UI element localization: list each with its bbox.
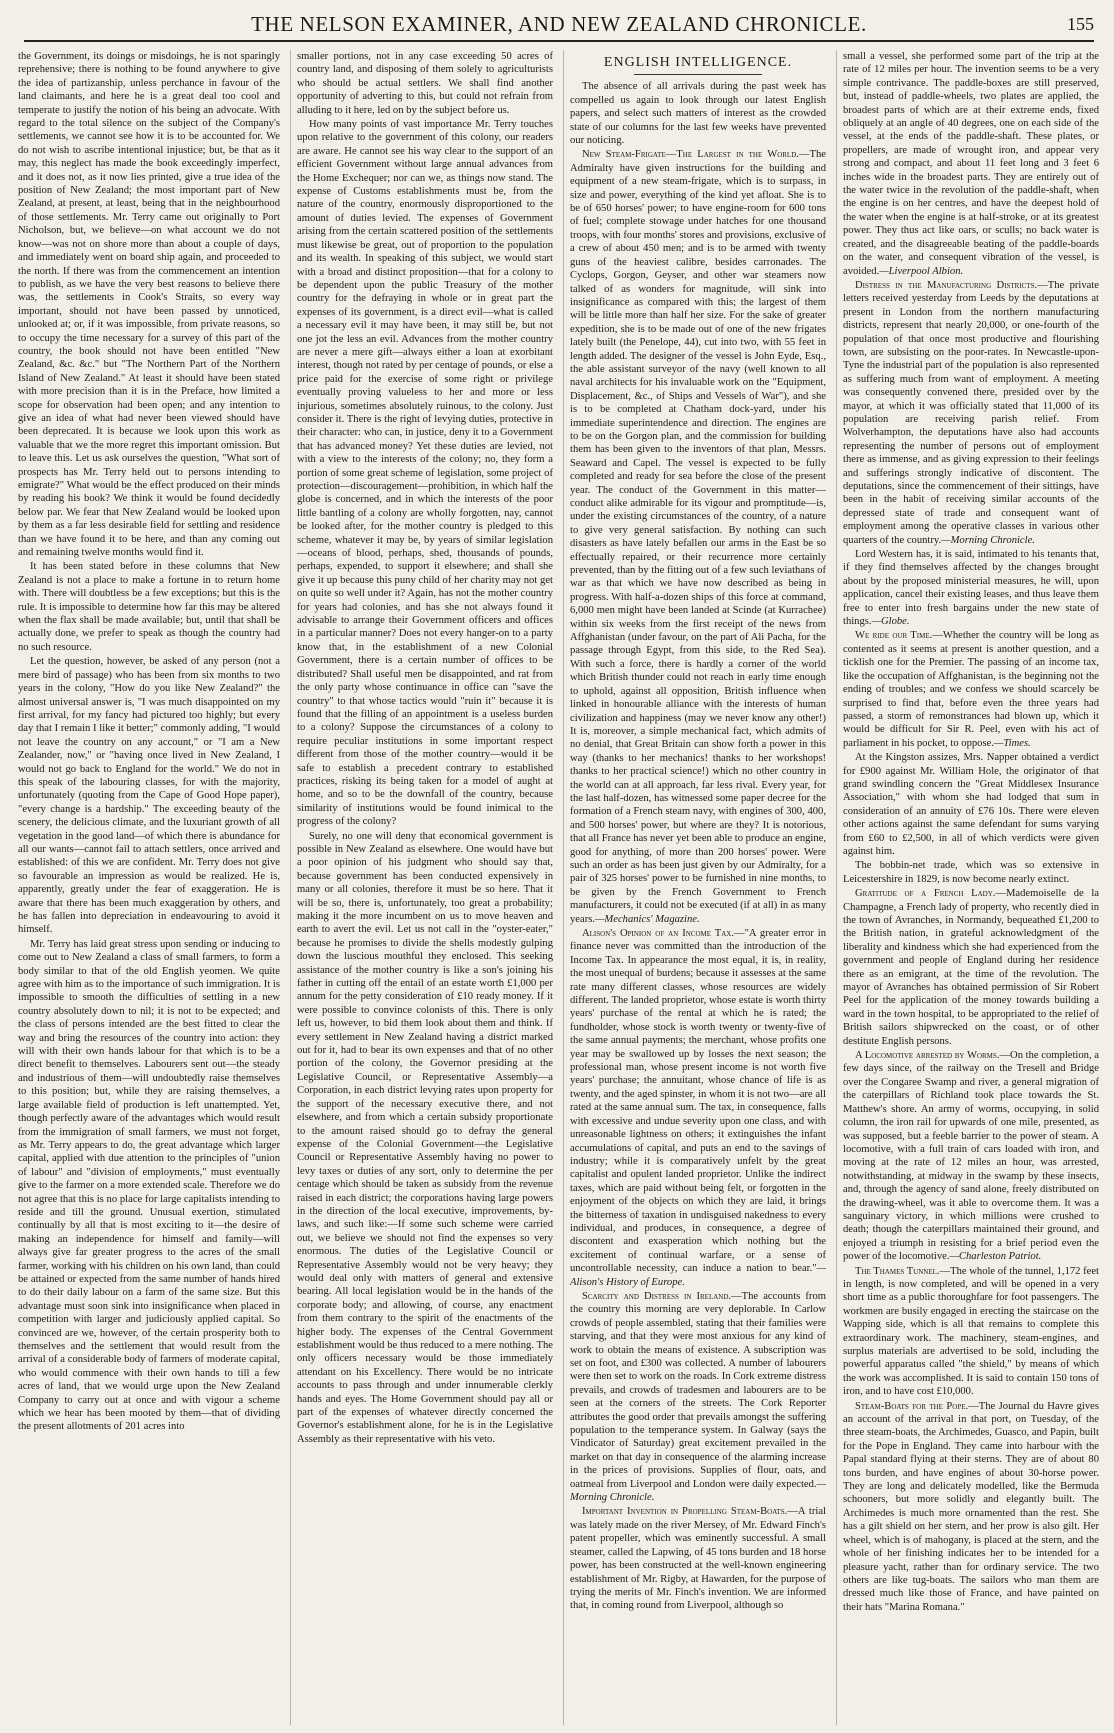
article-source: —Globe. [871,616,910,628]
article [843,279,1099,547]
article-text: At the Kingston assizes, Mrs. Napper obtained a verdict for £900 against Mr. William Hole, the originator of that grand swindling concern the "Great Middlesex Insurance Association," with whom she had lodged that sum in consideration of an annuity of £76 10s. There were eleven other actions against the same defendant for sums varying from £60 to £2,500, in all of which verdicts were given against him. [843,752,1099,857]
article [843,1400,1099,1615]
article [843,859,1099,886]
article [570,1505,826,1612]
article-text: —The accounts from the country this morning are very deplorable. In Carlow crowds of people assembled, stating that their families were starving, and that they were most anxious for any kind of work to obtain the means of existence. A subscription was set on foot, and £300 was collected. A number of labourers were then set to work on the roads. In Cork extreme distress prevails, and crowds of tradesmen and labourers are to be seen at the corners of the streets. The Cork Reporter attributes the good order that prevails amongst the suffering population to the temperance system. In Galway (says the Vindicator of Saturday) great excitement prevailed in the market on that day in consequence of the alarming increase in the prices of provisions. Supplies of flour, oats, and oatmeal from Liverpool and London were daily expected. [570,1290,826,1490]
article-text: —The whole of the tunnel, 1,172 feet in length, is now completed, and will be opened in a very short time as a public thoroughfare for foot passengers. The workmen are busily engaged in erecting the staircase on the Wapping side, which is all that remains to complete this extraordinary work. The machinery, steam-engines, and surplus materials are advertised to be sold, including the powerful apparatus called "the shield," by means of which the work was accomplished. It is said to contain 150 tons of iron, and to have cost £10,000. [843,1265,1099,1398]
newspaper-title: THE NELSON EXAMINER, AND NEW ZEALAND CHRONICLE. [251,12,867,36]
article-source: —Alison's History of Europe. [570,1263,826,1288]
paragraph: Surely, no one will deny that economical government is possible in New Zealand as elsewhere. One would have but a poor opinion of his judgment who should say that, because government has been conducted expensively in many or all colonies, therefore it must be so here. That it will be so, there is, unfortunately, too great a probability; making it the more incumbent on us to move heaven and earth to avert the evil. Let us not call in the "oyster-eater," because he promises to divide the shells modestly gulping down the luscious mouthful they enclosed. This seeking assistance of the mother country is like a son's joining his father in cutting off the entail of an estate worth £1,000 per annum for the petty consideration of £10 ready money. If it were possible to convince colonists of this. There is only left us, however, to bid them look about them and think. If every settlement in New Zealand having a district marked out for it, had to bear its own expenses and that of no other portion of the colony, the Governor presiding at the Legislative Council, or Representative Assembly—a Corporation, in each district levying rates upon property for the support of the necessary executive there, and not elsewhere, and from which a certain subsidy proportionate to the amount raised should go to defray the general expense of the Colonial Government—the Legislative Council or Representative Assembly having no power to levy taxes or duties of any sort, only to determine the per centage which should be taken as subsidy from the revenue raised in each district; the corporations having large powers in the direction of the local executive, improvements, by-laws, and such like:—If some such scheme were carried out, we believe we should not find the expenses so very enormous. The duties of the Legislative Council or Representative Assembly would not be very heavy; they would deal only with matters of general and extensive bearing. All local legislation would be in the hands of the corporate body; and allowing, of course, any enactment from them contrary to the spirit of the enactments of the higher body. The expenses of the Central Government establishment would be thus reduced to a mere nothing. The only officers necessary would be those immediately attendant on his Excellency. There would be no intricate accounts to pass through and under innumerable clerkly hands and eyes. The Home Government should pay all or part of the expenses of whatever directly concerned the Governor's establishment alone, for he is in the Legislative Assembly as their representative with his veto. [297,830,553,1445]
paragraph: How many points of vast importance Mr. Terry touches upon relative to the government of this colony, our readers are aware. He cannot see his way clear to the support of an efficient Government without large annual advances from the Home Exchequer; nor can we, as things now stand. The expense of Customs establishments must be, from the nature of the country, enormously disproportioned to the amount of duties levied. The expenses of Government arising from the certain scattered position of the settlements must likewise be great, out of proportion to the population and its wealth. In speaking of this subject, we would start with a broad and distinct proposition—that for a colony to be dependent upon the public Treasury of the mother country for the defraying in whole or in great part the expenses of its government, is a direct evil—what is called a necessary evil it may have been, it may still be, but not one jot the less an evil. Advances from the mother country are never a mere gift—always either a loan at exorbitant interest, though not rated by per centage of pounds, or else a price paid for the exercise of some right or privilege eventually proving valueless to her and more or less injurious, sometimes absolutely ruinous, to the colony. Just consider it. There is the right of levying duties, protective in their character: who can, in justice, deny it to a Government that has advanced money? Yet these duties are levied, not with a view to the interests of the colony; no, they form a portion of some great scheme of legislation, some project of protection—discouragement—prohibition, in which half the globe is concerned, and in which the interests of the poor little bantling of a colony are wholly forgotten, nay, cannot be looked after, for the mother country is pledged to this scheme, whatever it may be, by years of similar legislation—oceans of blood, perhaps, shed, thousands of pounds, perhaps, expended, to support it elsewhere; and shall she give it up because this puny child of her charity may not get on quite so well under it? Again, has not the mother country for years had colonies, and has she not always found it advisable to arrange their Government officers and offices in a particular manner? Does not every hanger-on to a party know that, in the establishment of a new Colonial Government, there is a certain number of offices to be distributed? Shall useful men be disappointed, and rat from the only party whose continuance in office can "save the country" to that whose tactics would "ruin it" because it is found that the filling of an appointment is a useless burden to a colony? Suppose the circumstances of a colony to require peculiar institutions in some important respect different from those of the mother country—would it be safe to establish a precedent contrary to established practices, risking its being taken for a model of aught at home, and so to be the downfall of the country, because similarity of institutions would be found inimical to the progress of the colony? [297,119,553,828]
article-source: —Morning Chronicle. [941,534,1035,546]
article-text: —A trial was lately made on the river Mersey, of Mr. Edward Finch's patent propeller, which was eminently successful. A small steamer, called the Lapwing, of 45 tons burden and 18 horse power, has been constructed at the well-known engineering establishment of Mr. Rigby, at Hawarden, for the purpose of trying the merits of Mr. Finch's invention. We are informed that, in coming round from Liverpool, although so [570,1506,826,1612]
section-rule [634,74,762,75]
column-1 [18,50,280,1725]
article-source: —Times. [993,737,1031,749]
article-heading: Alison's Opinion of an Income Tax. [582,928,734,939]
page-number: 155 [1067,14,1094,34]
continuation-source: —Liverpool Albion. [879,265,964,277]
column-3 [563,50,826,1725]
article-text: —The Journal du Havre gives an account of the arrival in that port, on Tuesday, of the three steam-boats, the Archimedes, Guasco, and Papin, built for the Pope in England. They came into harbour with the Papal standard flying at their sterns. They are of about 80 tons burden, and have engines of about 30-horse power. They are long and delicately modelled, like the Bermuda schooners, but more solidly and elegantly built. The Archimedes is much more ornamented than the rest. She has a gilt shield on her stern, and her prow is also gilt. Her wheel, which is of mahogany, is placed at the stern, and the whole of her finishing indicates her to be intended for a pleasure yacht, rather than for ordinary service. The two others are like tug-boats. The sailors who man them are dressed much like those of France, and have painted on their hats "Marina Romana." [843,1400,1099,1613]
article-heading: Steam-Boats for the Pope. [855,1400,969,1412]
article-heading: We ride our Time. [855,630,933,642]
article-heading: The Thames Tunnel. [855,1265,940,1277]
article [843,887,1099,1048]
article-heading: A Locomotive arrested by Worms. [855,1050,1000,1062]
article [570,1290,826,1505]
column-4 [836,50,1099,1725]
article [843,1265,1099,1399]
article-continuation [843,50,1099,278]
article [843,548,1099,628]
article-text: The bobbin-net trade, which was so extensive in Leicestershire in 1829, is now become nearly extinct. [843,860,1099,885]
masthead [24,10,1094,42]
article [843,1049,1099,1264]
article-source: —Mechanics' Magazine. [595,913,700,925]
article-heading: Distress in the Manufacturing Districts. [855,279,1038,291]
article [570,148,826,926]
columns [18,50,1098,1725]
paragraph: the Government, its doings or misdoings, he is not sparingly reprehensive; there is nothing to be found anywhere to give the idea of partizanship, unless perchance in favour of the land claimants, and here he is a great deal too cool and temperate to justify the notion of his being an advocate. With regard to the total silence on the subject of the Company's settlements, we cannot see how it is to be accounted for. We do not wish to ascribe intentional injustice; but, be that as it may, this neglect has made the book exceedingly imperfect, and it does not, as it now lies printed, give a true idea of the position of New Zealand; the most important part of New Zealand, at present, at least, being that in the neighbourhood of those settlements. Mr. Terry came out originally to Port Nicholson, but, we believe—on what account we do not know—was not on shore more than about a couple of days, and immediately went on board ship again, and proceeded to the north. If there was from the commencement an intention to publish, as we have the very best reasons to believe there was, the settlements in Cook's Straits, so every way important, should not have been passed by unnoticed, unlooked at; or, if it was impossible, from private reasons, so to occupy the time necessary for a survey of this part of the country, the book should not have been entitled "New Zealand, &c. &c." but "The Northern Part of the Northern Island of New Zealand." At least it should have been stated with more precision than it is in the Preface, how limited a scope for observation had been open; and any intention to give an idea of what had never been viewed should have been deprecated. It is because we look upon this work as valuable that we the more regret this important omission. But to leave this. Let us ask ourselves the question, "What sort of prospects has Mr. Terry held out to persons intending to emigrate?" What would be the effect produced on their minds by reading his book? We think it would be found decidedly below par. We fear that New Zealand would be looked upon by them as a far less desirable field for settling and residence than we have found it to be here, and than any coming out and remaining twelve months would find it. [18,51,280,559]
article-text: —Mademoiselle de la Champagne, a French lady of property, who recently died in the town of Avranches, in Normandy, bequeathed £1,200 to the British nation, in grateful acknowledgment of the liberality and kindness which she had experienced from the government and people of England during her residence there as an emigrant, at the time of the revolution. The mayor of Avranches has obtained permission of Sir Robert Peel for the application of the money towards building a ward in the town hospital, to be appropriated to the relief of British sailors shipwrecked on the coast, or of other destitute English persons. [843,888,1099,1047]
article-text: —Whether the country will be long as contented as it seems at present is another question, and a ticklish one for the Premier. The passing of an income tax, like the occupation of Affghanistan, is the beginning not the ending of troubles; and we confess we should scarcely be surprised to find that, before even the three years had passed, a storm of remonstrances had blown up, which it would be difficult for Sir R. Peel, even with his act of parliament in his pocket, to oppose. [843,630,1099,749]
article-text: —"A greater error in finance never was committed than the introduction of the Income Tax. In appearance the most equal, it is, in reality, the most unequal of burdens; because it assesses at the same rate many different classes, whose resources are widely different. The landed proprietor, whose estate is worth thirty years' purchase of the rental at which he is rated; the fundholder, whose stock is worth twenty or twenty-five of the same annual payments; the merchant, whose profits one year may be swallowed up by losses the next season; the professional man, whose present income is not worth five years' purchase; the annuitant, whose chance of life is as twenty, and the aged spinster, in whom it is not two—are all rated at the same annual sum. The tax, in consequence, falls with excessive and undue severity upon one class, and with unreasonable lightness on others; it extinguishes the infant accumulations of capital, and puts an end to the savings of industry; while it is comparatively unfelt by the great capitalist and opulent landed proprietor. Unlike the indirect taxes, which are paid without being felt, or forgotten in the enjoyment of the objects on which they are laid, it brings the bitterness of taxation in undisguised nakedness to every individual, and produces, in consequence, a degree of discontent and exasperation which nothing but the excitement of continual warfare, or a sense of uncontrollable necessity, can induce a nation to bear." [570,928,826,1275]
article-text: —The Admiralty have given instructions for the building and equipment of a new steam-frigate, which is to surpass, in size and power, everything of the kind yet afloat. She is to be of 650 horses' power; to have engine-room for 600 tons of fuel; complete stowage under hatches for one thousand troops, with four months' stores and provisions, exclusive of a crew of about 450 men; and is to be armed with twenty guns of the heaviest calibre, besides carronades. The Cyclops, Gorgon, Geyser, and other war steamers now talked of as wonders for magnitude, will sink into insignificance as compared with this; the largest of them will be little more than half her size. For the sake of greater expedition, she is to be made out of one of the new frigates lately built (the Penelope, 44), cut into two, with 55 feet in length added. The designer of the vessel is John Eyde, Esq., the able assistant surveyor of the navy (well known to all naval architects for his invaluable work on the "Equipment, Displacement, &c., of Ships and Vessels of War"), and she is to be completed at Chatham dock-yard, under his immediate superintendence and direction. The engines are to be on the Gorgon plan, and the commission for building them has been given to the inventors of that plan, Messrs. Seaward and Capel. The vessel is expected to be fully completed and ready for sea before the close of the present year. The conduct of the Government in this matter—conduct alike admirable for its vigour and promptitude—is, under the existing circumstances of the country, of a nature to give very general satisfaction. By nothing can such disasters as have lately befallen our arms in the East be so effectually repaired, or their recurrence more certainly prevented, than by the fitting out of a few such leviathans of war as that which we have now described as being in progress. With half-a-dozen ships of this force at command, 6,000 men might have been landed at Scinde (at Kurrachee) within six weeks from the first receipt of the news from Affghanistan (under favour, on the part of Ali Pacha, for the passage through Egypt, from this side, to the Red Sea). With such a force, there is hardly a corner of the world which British thunder could not reach in early time enough to uphold, against all opposition, British influence when linked in honourable alliance with the interests of human civilization and happiness (may we never know any other!) It is, moreover, a simple mechanical fact, which admits of no denial, that Great Britain can show forth a power in this way (thanks to her mechanics! thanks to her workshops! thanks to her practical science!) which no other country in the world can at all approach, far less rival. Every year, for the last half-dozen, has witnessed some paper decree for the formation of a French steam navy, with engines of 300, 400, and 500 horses' power, but where are they? It is notorious, that all France has never yet been able to produce an engine, good for anything, of more than 200 horses' power. Were such an order as has been just given by our Admiralty, for a pair of 325 horses' power to be furnished in nine months, to be given by the French Government to French manufacturers, it could not be executed (if at all) in as many years. [570,149,826,925]
article-text: —The private letters received yesterday from Leeds by the deputations at present in London from the northern manufacturing districts, represent that nearly 20,000, or one-fourth of the population of that once most productive and flourishing town, are subsisting on the poor-rates. In Newcastle-upon-Tyne the industrial part of the population is also represented as suffering much from want of employment. A meeting was consequently convened there, presided over by the mayor, at which it was officially stated that 11,000 of its population are receiving parish relief. From Wolverhampton, the deputations have also had accounts representing the number of persons out of employment there as immense, and as giving expression to their feelings and sufferings strongly indicative of discontent. The deputations, since the commencement of their sittings, have been in the habit of receiving similar accounts of the depressed state of trade and consequent want of employment among the operative classes in various other quarters of the country. [843,279,1099,546]
article-text: —On the completion, a few days since, of the railway on the Tresell and Bridge over the Congaree Swamp and river, a general migration of the caterpillars of Richland took place towards the St. Matthew's shore. An army of worms, occupying, in solid column, the iron rail for upwards of one mile, presented, as was supposed, but a feeble barrier to the power of steam. A locomotive, with a full train of cars loaded with iron, and moving at the rate of 12 miles an hour, was arrested, notwithstanding, at midway in the swamp by these insects, and, through the agency of sand alone, freely distributed on the drawing-wheel, was it able to overcome them. It was a sanguinary victory, in which millions were crushed to death; though the caterpillars maintained their ground, and enjoyed a triumph in resisting for a brief period even the power of the locomotive. [843,1050,1099,1263]
article-heading: New Steam-Frigate—The Largest in the World. [582,149,799,161]
article-heading: Important Invention in Propelling Steam-Boats. [582,1506,788,1518]
article [570,927,826,1289]
article-source: —Morning Chronicle. [570,1478,826,1504]
section-title: ENGLISH INTELLIGENCE. [603,55,793,70]
article [843,629,1099,750]
paragraph: It has been stated before in these columns that New Zealand is not a place to make a fortune in to return home with. There will doubtless be a few exceptions; but this is the rule. It is impossible to determine how far this may be altered when the flax shall be made available; but, until that shall be actually done, we prefer to speak as though the country had no such resource. [18,561,280,653]
paragraph: Mr. Terry has laid great stress upon sending or inducing to come out to New Zealand a class of small farmers, to form a body similar to that of the old English yeomen. We quite agree with him as to the importance of such immigration. It is impossible to smooth the difficulties of settling in a new country absolutely down to nil; it is not to be expected; and the class of persons intended are the best fitted to clear the way and bring the resources of the country into action: they will with their own hands labour for that which is to be a direct benefit to themselves. Labourers sent out—the steady and industrious of them—will undoubtedly raise themselves to this position; but, while they are raising themselves, a large available field of production is left unattempted. Yet, though perfectly aware of the advantages which would result from the immigration of small farmers, we must not forget, as Mr. Terry appears to do, the great advantage which larger capital, applied with due attention to the principles of "union of labour" and "division of employments," must eventually give to the farmer on a more extended scale. Therefore we do not agree that this is no place for large capitalists intending to reside and till the ground. Unusual exertion, stimulated continually by all that is most exciting to it—the desire of making an independence for himself and family—will always give far greater progress to the acres of the small farmer, working with his children on his own land, than could be attained or expected from the same number of hands hired to do their daily labour on a farm of the same size. But this advantage must soon sink into insignificance when placed in competition with larger and judiciously applied capital. So convinced are we, however, of the certain prosperity both to themselves and the settlement that would result from the arrival of a considerable body of farmers of moderate capital, who would commence with their own hands to till a few acres of land, that we would urge upon the New Zealand Company to carry out at once and with vigour a scheme which we hear has been mooted by them—that of dividing the present allotments of 201 acres into [18,938,280,1433]
article-heading: Scarcity and Distress in Ireland. [582,1290,732,1302]
column-2 [290,50,553,1725]
article-text: Lord Western has, it is said, intimated to his tenants that, if they find themselves affected by the changes brought about by the proposed ministerial measures, he will, upon application, cancel their existing leases, and thus leave them free to enter into fresh bargains under the new state of things. [843,549,1099,628]
article [843,751,1099,858]
article-heading: Gratitude of a French Lady. [855,888,996,900]
article-source: —Charleston Patriot. [949,1251,1042,1263]
continuation-text: small a vessel, she performed some part of the trip at the rate of 12 miles per hour. The invention seems to be a very simple contrivance. The paddle-boxes are still preserved, but, instead of paddle-wheels, two plates are applied, the broadest parts of which are at their extreme ends, fixed obliquely at an angle of 40 degrees, one on each side of the vessel, at the ends of the paddle-shaft. These plates, or propellers, are made of wrought iron, and appear very strong and compact, and about 11 feet long and 3 feet 6 inches wide in the broadest parts. They are entirely out of the water twice in the revolution of the paddle-shaft, when the engine is on her centres, and have the deepest hold of the water when the engine is at half-stroke, or at its greatest power. They thus act like oars, or sculls; no back water is created, and the disagreeable beating of the paddle-boards on the water, and consequent vibration of the vessel, is avoided. [843,51,1099,277]
paragraph: Let the question, however, be asked of any person (not a mere bird of passage) who has been from six months to two years in the colony, "How do you like New Zealand?" the almost universal answer is, "I was much disappointed on my first arrival, for my fancy had pictured too highly; but every day that I remain I like it better;" commonly adding, "I would not leave the country on any account," or "I am a New Zealander, now," or "having once lived in New Zealand, I would not go back to England for the world." We do not in this speak of the labouring classes, for with the majority, unfortunately (quoting from the Cape of Good Hope paper), "every change is a hardship." The exceeding beauty of the scenery, the delicious climate, and the luxuriant growth of all vegetation in the good land—of which there is abundance for all our wants—cannot fail to attach settlers, once arrived and established: of this we are confident. Mr. Terry does not give so favourable an impression as would be realized. He is, apparently, greatly under the fear of exaggeration. He is aware that there has been much exaggeration by others, and he has fallen into depreciation in endeavouring to avoid it himself. [18,656,280,936]
paragraph: smaller portions, not in any case exceeding 50 acres of country land, and disposing of them solely to agriculturists who should be actual settlers. We shall find another opportunity of adverting to this, but could not refrain from alluding to it here, led on by the subject before us. [297,51,553,116]
section-intro: The absence of all arrivals during the past week has compelled us again to look through our latest English papers, and select such matters of interest as the crowded state of our columns for the last few weeks have prevented our noticing. [570,81,826,147]
